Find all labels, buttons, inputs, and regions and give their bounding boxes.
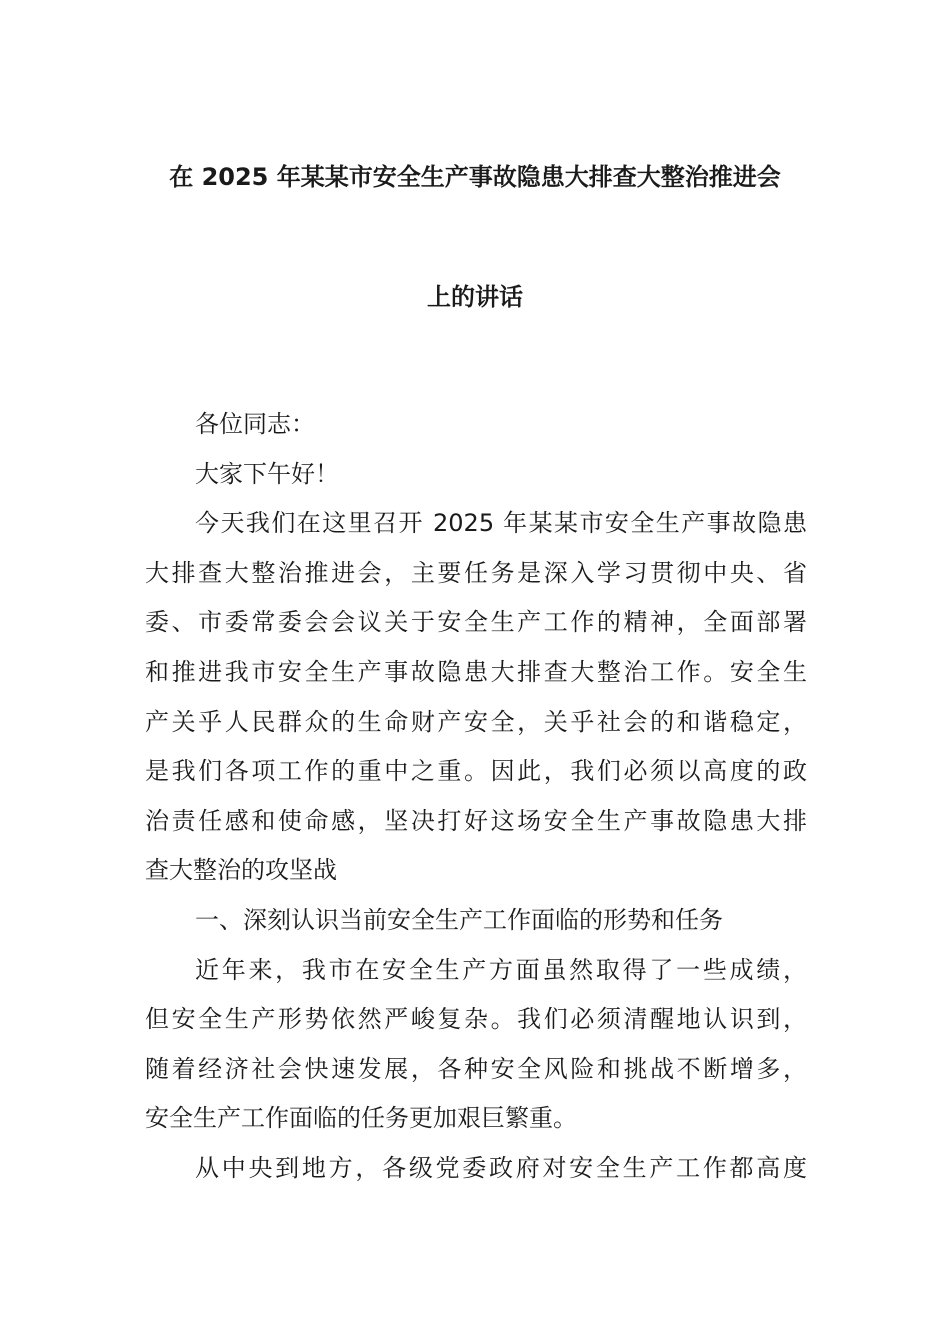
paragraph-line: 是我们各项工作的重中之重。因此，我们必须以高度的政 [145, 757, 807, 786]
paragraph-line: 治责任感和使命感，坚决打好这场安全生产事故隐患大排 [145, 806, 807, 835]
salutation: 各位同志： [195, 410, 315, 438]
document-body [145, 400, 807, 1194]
paragraph-line: 从中央到地方，各级党委政府对安全生产工作都高度 [195, 1153, 807, 1182]
paragraph-line: 和推进我市安全生产事故隐患大排查大整治工作。安全生 [145, 657, 807, 686]
paragraph-line: 随着经济社会快速发展，各种安全风险和挑战不断增多， [145, 1054, 807, 1083]
paragraph-line: 近年来，我市在安全生产方面虽然取得了一些成绩， [195, 955, 807, 984]
paragraph-line: 安全生产工作面临的任务更加艰巨繁重。 [145, 1104, 577, 1133]
paragraph-line: 但安全生产形势依然严峻复杂。我们必须清醒地认识到， [145, 1005, 807, 1034]
greeting: 大家下午好！ [195, 459, 339, 488]
section-heading: 一、深刻认识当前安全生产工作面临的形势和任务 [195, 905, 723, 934]
document-title-line-1: 在 2025 年某某市安全生产事故隐患大排查大整治推进会 [169, 163, 781, 191]
paragraph-line: 查大整治的攻坚战 [145, 856, 337, 885]
paragraph-line: 大排查大整治推进会，主要任务是深入学习贯彻中央、省 [145, 558, 807, 587]
paragraph-line: 委、市委常委会会议关于安全生产工作的精神，全面部署 [145, 608, 807, 637]
paragraph-line: 产关乎人民群众的生命财产安全，关乎社会的和谐稳定， [145, 707, 807, 736]
paragraph-line: 今天我们在这里召开 2025 年某某市安全生产事故隐患 [195, 509, 807, 538]
document-title-line-2: 上的讲话 [427, 283, 523, 311]
